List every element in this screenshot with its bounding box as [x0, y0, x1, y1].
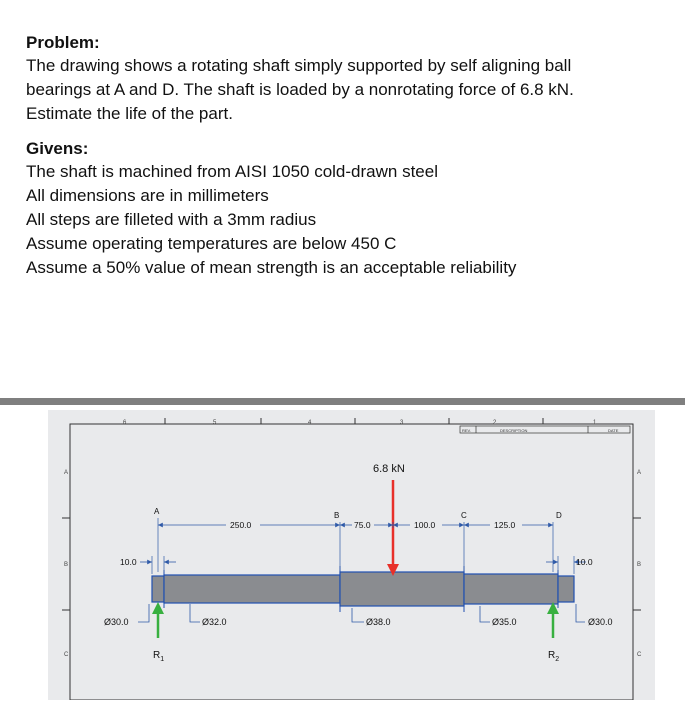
diameter-middle-section-label: Ø38.0 — [366, 617, 391, 627]
reaction-r2-label: $R_2$ — [548, 650, 560, 663]
force-label: 6.8 kN — [373, 463, 405, 475]
shaft-middle-section — [340, 572, 464, 606]
problem-line-2: bearings at A and D. The shaft is loaded by a nonrotating force of 6.8 kN. — [26, 80, 574, 99]
divider-bar — [0, 398, 685, 405]
problem-line-3: Estimate the life of the part. — [26, 104, 233, 123]
revision-block — [460, 426, 630, 433]
border-number-4: 4 — [308, 420, 312, 426]
shaft-right-section — [464, 574, 558, 604]
point-d-label: D — [556, 511, 562, 520]
givens-line-4: Assume operating temperatures are below 450 C — [26, 234, 397, 253]
border-number-3: 3 — [400, 420, 404, 426]
givens-line-5: Assume a 50% value of mean strength is an acceptable reliability — [26, 258, 517, 277]
shaft-drawing-svg — [48, 410, 655, 700]
reaction-r1-label: $R_1$ — [153, 650, 165, 663]
border-letter-b-right: B — [637, 562, 642, 568]
givens-line-3: All steps are filleted with a 3mm radius — [26, 210, 317, 229]
problem-line-1: The drawing shows a rotating shaft simply supported by self aligning ball — [26, 56, 572, 75]
length-load-c-label: 100.0 — [414, 520, 436, 530]
shaft-left-end — [152, 576, 164, 602]
problem-heading: Problem: — [26, 33, 100, 52]
length-dimensions — [140, 525, 586, 562]
shaft — [152, 572, 574, 606]
border-letter-a-right: A — [637, 470, 642, 476]
problem-statement — [26, 32, 676, 280]
border-number-1: 1 — [593, 420, 597, 426]
length-b-load-label: 75.0 — [354, 520, 371, 530]
border-letter-c-left: C — [64, 652, 69, 658]
diameter-left-section-label: Ø32.0 — [202, 617, 227, 627]
rev-label: REV. — [462, 428, 471, 433]
border-letter-a-left: A — [64, 470, 69, 476]
description-label: DESCRIPTION — [500, 428, 528, 433]
shaft-drawing — [48, 410, 655, 700]
border-number-2: 2 — [493, 420, 497, 426]
border-number-5: 5 — [213, 420, 217, 426]
length-right-end-label: 10.0 — [576, 557, 593, 567]
diameter-left-end-label: Ø30.0 — [104, 617, 129, 627]
givens-heading: Givens: — [26, 139, 89, 158]
point-a-label: A — [154, 507, 160, 516]
point-c-label: C — [461, 511, 467, 520]
length-left-end-label: 10.0 — [120, 557, 137, 567]
diameter-right-end-label: Ø30.0 — [588, 617, 613, 627]
length-cd-label: 125.0 — [494, 520, 516, 530]
givens-line-1: The shaft is machined from AISI 1050 cold-drawn steel — [26, 162, 438, 181]
diameter-right-section-label: Ø35.0 — [492, 617, 517, 627]
reaction-r2 — [547, 602, 559, 638]
shaft-left-section — [164, 575, 340, 603]
border-letter-c-right: C — [637, 652, 642, 658]
length-ab-label: 250.0 — [230, 520, 252, 530]
point-b-label: B — [334, 511, 340, 520]
date-label: DATE — [608, 428, 619, 433]
shaft-right-end — [558, 576, 574, 602]
givens-line-2: All dimensions are in millimeters — [26, 186, 269, 205]
reaction-r1 — [152, 602, 164, 638]
border-letter-b-left: B — [64, 562, 69, 568]
border-number-6: 6 — [123, 420, 127, 426]
